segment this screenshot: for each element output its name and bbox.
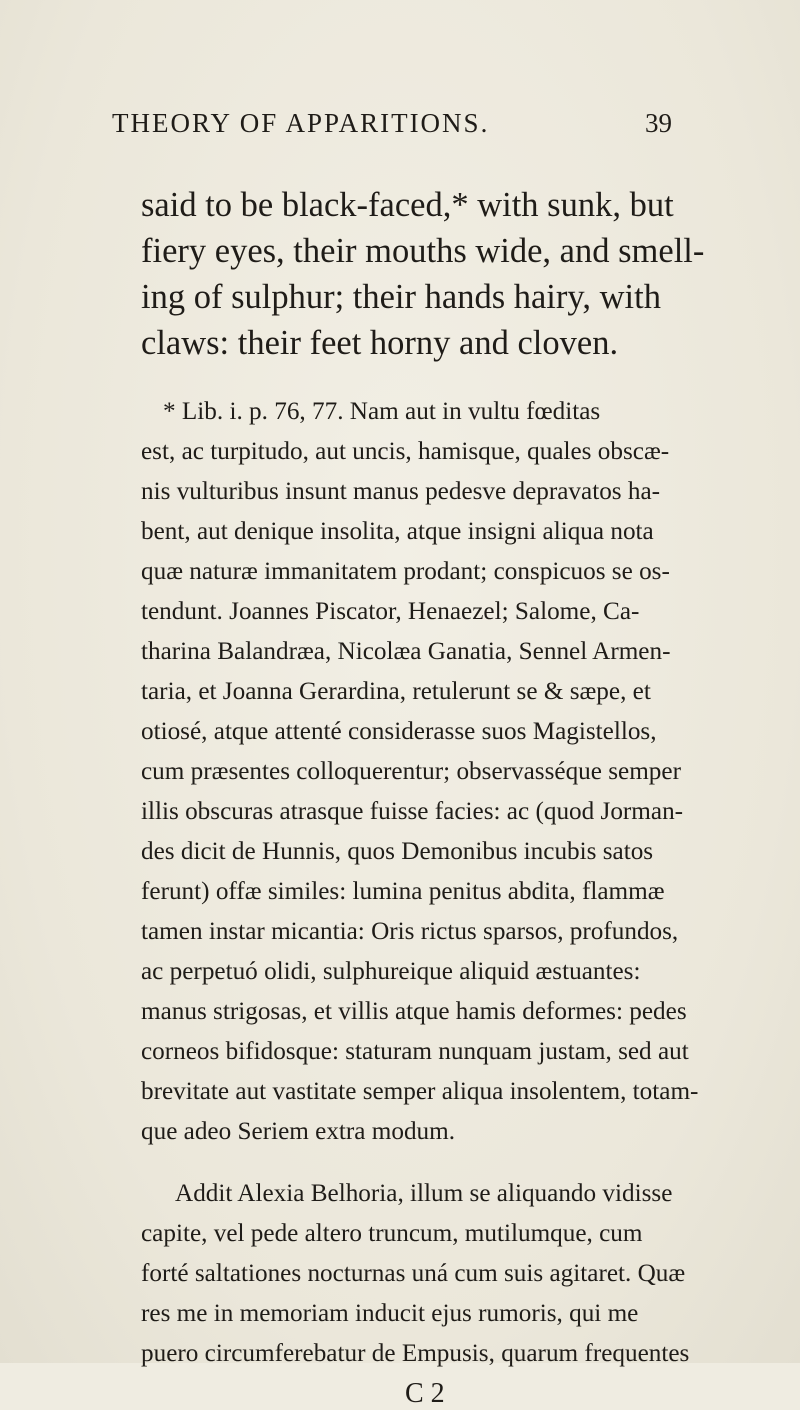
footnote-line: capite, vel pede altero truncum, mutilumque, cum bbox=[141, 1220, 643, 1247]
footnote-line: res me in memoriam inducit ejus rumoris, qui me bbox=[141, 1300, 639, 1327]
footnote-line: illis obscuras atrasque fuisse facies: ac (quod Jorman- bbox=[141, 798, 684, 825]
main-text-line: claws: their feet horny and cloven. bbox=[141, 324, 619, 362]
footnote-line: taria, et Joanna Gerardina, retulerunt se & sæpe, et bbox=[141, 678, 651, 705]
footnote-line: forté saltationes nocturnas uná cum suis agitaret. Quæ bbox=[141, 1260, 686, 1287]
footnote-line: est, ac turpitudo, aut uncis, hamisque, quales obscæ- bbox=[141, 438, 670, 465]
page-number: 39 bbox=[645, 108, 672, 138]
footnote-line: * Lib. i. p. 76, 77. Nam aut in vultu fœditas bbox=[163, 398, 601, 425]
footnote-line: brevitate aut vastitate semper aliqua insolentem, totam- bbox=[141, 1078, 699, 1105]
footnote-line: bent, aut denique insolita, atque insigni aliqua nota bbox=[141, 518, 654, 545]
main-text-line: said to be black-faced,* with sunk, but bbox=[141, 186, 674, 224]
footnote-line: quæ naturæ immanitatem prodant; conspicuos se os- bbox=[141, 558, 670, 585]
running-head bbox=[112, 108, 672, 148]
footnote-line: tendunt. Joannes Piscator, Henaezel; Salome, Ca- bbox=[141, 598, 640, 625]
main-text-line: fiery eyes, their mouths wide, and smell- bbox=[141, 232, 705, 270]
footnote-line: corneos bifidosque: staturam nunquam justam, sed aut bbox=[141, 1038, 689, 1065]
footnote-line: nis vulturibus insunt manus pedesve depravatos ha- bbox=[141, 478, 661, 505]
footnote-line: ferunt) offæ similes: lumina penitus abdita, flammæ bbox=[141, 878, 665, 905]
footnote-line: puero circumferebatur de Empusis, quarum frequentes bbox=[141, 1340, 690, 1367]
signature-mark: C 2 bbox=[405, 1378, 445, 1409]
footnote-line: tharina Balandræa, Nicolæa Ganatia, Sennel Armen- bbox=[141, 638, 671, 665]
footnote-line: que adeo Seriem extra modum. bbox=[141, 1118, 456, 1145]
running-head-title: THEORY OF APPARITIONS. bbox=[112, 108, 490, 138]
footnote-line: des dicit de Hunnis, quos Demonibus incubis satos bbox=[141, 838, 654, 865]
footnote-line: otiosé, atque attenté considerasse suos Magistellos, bbox=[141, 718, 657, 745]
footnote-line: tamen instar micantia: Oris rictus sparsos, profundos, bbox=[141, 918, 679, 945]
main-text-line: ing of sulphur; their hands hairy, with bbox=[141, 278, 661, 316]
footnote-line: manus strigosas, et villis atque hamis deformes: pedes bbox=[141, 998, 687, 1025]
footnote-line: cum præsentes colloquerentur; observasséque semper bbox=[141, 758, 681, 785]
footnote-line: Addit Alexia Belhoria, illum se aliquando vidisse bbox=[175, 1180, 673, 1207]
footnote-line: ac perpetuó olidi, sulphureique aliquid æstuantes: bbox=[141, 958, 641, 985]
